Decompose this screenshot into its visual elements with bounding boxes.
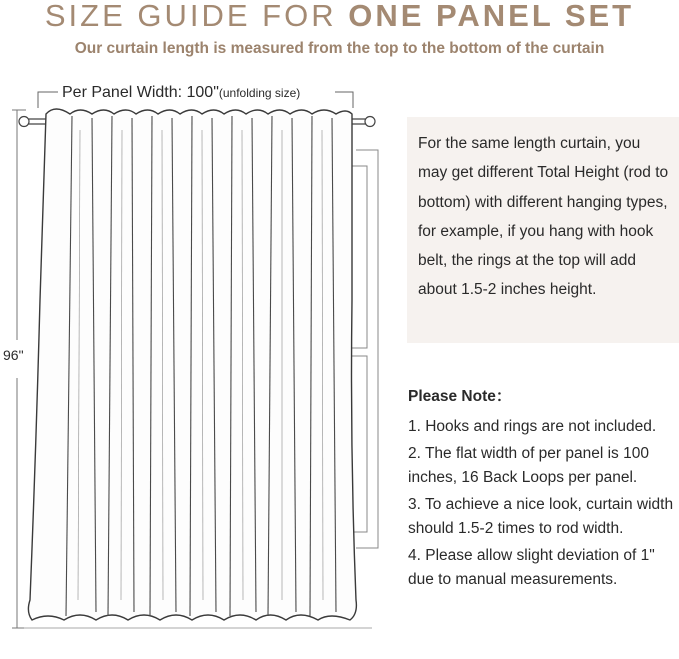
width-label xyxy=(62,84,300,102)
width-note: (unfolding size) xyxy=(218,86,301,100)
note-item: 3. To achieve a nice look, curtain width should 1.5-2 times to rod width. xyxy=(408,496,674,537)
title-part-2: ONE PANEL SET xyxy=(348,0,635,33)
note-item: 4. Please allow slight deviation of 1" due to manual measurements. xyxy=(408,547,655,588)
info-text: For the same length curtain, you may get different Total Height (rod to bottom) with different hanging types, for example, if you hang with hook belt, the rings at the top will add about 1.5-2 inches height. xyxy=(418,135,669,299)
window-frame xyxy=(350,150,378,548)
height-dimension-line xyxy=(12,110,26,628)
height-label: 96" xyxy=(3,347,24,363)
page-subtitle: Our curtain length is measured from the top to the bottom of the curtain xyxy=(74,40,605,57)
note-item: 1. Hooks and rings are not included. xyxy=(408,418,657,435)
title-part-1: SIZE GUIDE FOR xyxy=(44,0,349,33)
notes-heading: Please Note： xyxy=(408,388,512,405)
info-box xyxy=(407,117,679,343)
note-item: 2. The flat width of per panel is 100 inches, 16 Back Loops per panel. xyxy=(408,445,649,486)
notes-section xyxy=(408,385,679,595)
curtain-outline xyxy=(28,109,356,620)
width-value: Per Panel Width: 100" xyxy=(62,84,219,101)
